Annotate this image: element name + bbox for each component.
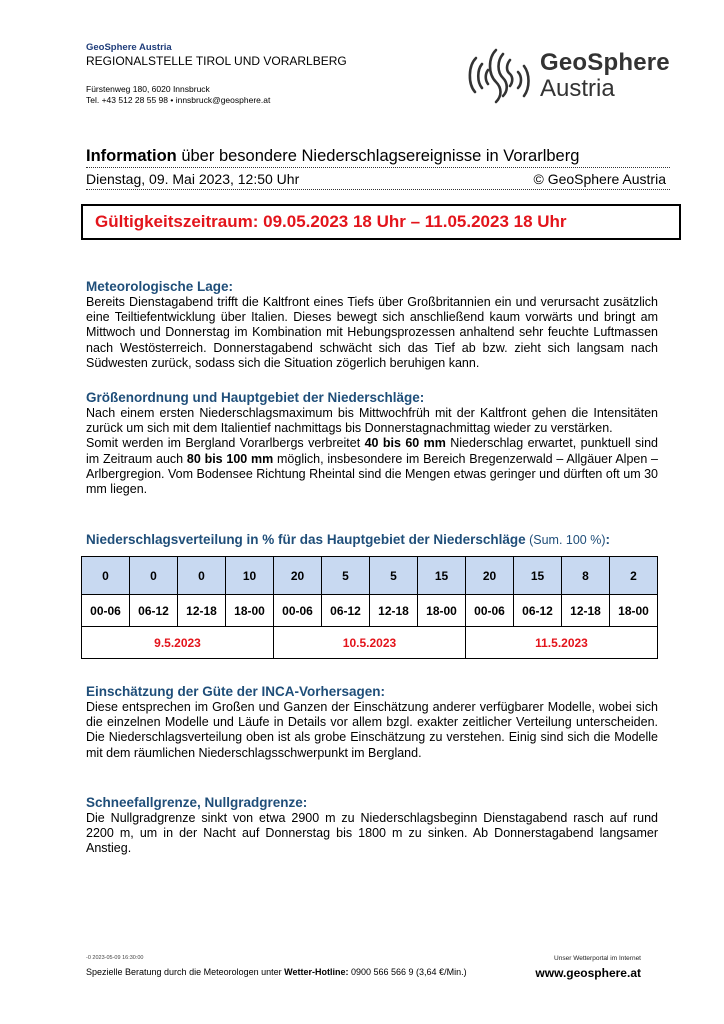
period-cell: 06-12 [322,595,370,627]
section-heading: Meteorologische Lage: [86,279,234,294]
hotline-note [86,966,467,978]
section-meteorological-situation [86,279,658,371]
logo-line-1: GeoSphere [540,49,670,76]
contact-line: Tel. +43 512 28 55 98 • innsbruck@geosphere.at [86,94,271,105]
percent-cell: 0 [130,557,178,595]
section-text: Die Nullgradgrenze sinkt von etwa 2900 m zu Niederschlagsbeginn Dienstagabend rasch auf rund 2200 m, um in der Nacht auf Donnerstag bis 1800 m zu sinken. Ab Donnerstagabend langsamer Anstieg. [86,811,658,856]
distribution-sum: (Sum. 100 %) [525,533,606,547]
section-text: Diese entsprechen im Großen und Ganzen der Einschätzung anderer verfügbarer Modelle, wobei sich die einzelnen Modelle und Läufe in Details vor allem bzgl. exakter zeitlicher Verteilung unterscheiden. Die Niederschlagsverteilung oben ist als grobe Einschätzung zu verstehen. Einig sind sich die Modelle mit dem räumlichen Niederschlagsschwerpunkt im Bergland. [86,700,658,760]
section-heading: Größenordnung und Hauptgebiet der Niederschläge: [86,390,425,405]
period-cell: 12-18 [178,595,226,627]
geosphere-logo [466,42,681,108]
issue-line [86,170,670,190]
website-link[interactable]: www.geosphere.at [535,966,641,980]
day-cell: 11.5.2023 [466,627,658,659]
period-cell: 18-00 [226,595,274,627]
amount-highlight: 40 bis 60 mm [364,436,446,451]
hotline-label: Wetter-Hotline: [284,967,349,977]
logo-line-2: Austria [540,75,615,102]
percent-cell: 0 [178,557,226,595]
validity-period: Gültigkeitszeitraum: 09.05.2023 18 Uhr – 11.05.2023 18 Uhr [81,204,681,240]
text-run: möglich, insbesondere im Bereich Bregenzerwald – Allgäuer Alpen – Arlbergregion. Vom Bodensee Richtung Rheintal sind die Mengen etwas geringer und dürften oft um 30 mm liegen. [86,451,659,497]
section-text-amounts [86,436,658,497]
text-run: Niederschlag erwartet, punktuell sind im Zeitraum auch [86,436,658,466]
footer-right [521,954,641,981]
text-run: Somit werden im Bergland Vorarlbergs verbreitet [86,436,365,451]
percent-cell: 5 [322,557,370,595]
distribution-colon: : [605,532,611,547]
period-row [82,595,658,627]
distribution-heading [86,532,610,548]
footer-stamp: -0 2023-05-09 16:30:00 [86,955,144,961]
title-rest: über besondere Niederschlagsereignisse in Vorarlberg [176,147,580,165]
percent-cell: 15 [514,557,562,595]
period-cell: 18-00 [610,595,658,627]
section-heading: Einschätzung der Güte der INCA-Vorhersagen: [86,684,386,699]
letterhead [86,42,406,105]
section-heading: Schneefallgrenze, Nullgradgrenze: [86,795,308,810]
address-line: Fürstenweg 180, 6020 Innsbruck [86,84,210,94]
percent-cell: 15 [418,557,466,595]
title-bold: Information [86,147,177,165]
copyright: © GeoSphere Austria [533,171,666,187]
percent-cell: 20 [274,557,322,595]
percent-cell: 8 [562,557,610,595]
text-run: Spezielle Beratung durch die Meteorologen unter [86,967,285,977]
department-name: REGIONALSTELLE TIROL UND VORARLBERG [86,54,347,68]
amount-highlight: 80 bis 100 mm [186,451,274,466]
footer-left [86,954,467,978]
percent-row [82,557,658,595]
logo-wordmark [540,50,670,102]
percent-cell: 10 [226,557,274,595]
section-snow-line [86,795,658,857]
day-cell: 10.5.2023 [274,627,466,659]
portal-label: Unser Wetterportal im Internet [554,955,641,962]
period-cell: 18-00 [418,595,466,627]
day-cell: 9.5.2023 [82,627,274,659]
hotline-number: 0900 566 566 9 (3,64 €/Min.) [348,967,467,977]
period-cell: 00-06 [274,595,322,627]
day-row [82,627,658,659]
address-block [86,84,406,105]
waves-logo-icon [466,44,534,106]
percent-cell: 0 [82,557,130,595]
section-precipitation-amount [86,390,658,497]
period-cell: 00-06 [466,595,514,627]
percent-cell: 2 [610,557,658,595]
distribution-title: Niederschlagsverteilung in % für das Hauptgebiet der Niederschläge [86,532,526,547]
period-cell: 00-06 [82,595,130,627]
period-cell: 12-18 [370,595,418,627]
section-inca-quality [86,684,658,761]
document-title [86,146,670,168]
issue-date: Dienstag, 09. Mai 2023, 12:50 Uhr [86,171,300,187]
percent-cell: 5 [370,557,418,595]
period-cell: 06-12 [514,595,562,627]
section-text: Nach einem ersten Niederschlagsmaximum bis Mittwochfrüh mit der Kaltfront gehen die Intensitäten zurück um sich mit dem Italientief nachmittags bis Donnerstagnachmittag wieder zu verstärken. [86,406,658,436]
distribution-table [81,556,658,659]
section-text: Bereits Dienstagabend trifft die Kaltfront eines Tiefs über Großbritannien ein und verursacht zusätzlich eine Teiltiefentwicklung über Italien. Dieses bewegt sich anschließend kaum vorwärts und bringt am Mittwoch und Donnerstag im Kombination mit Hebungsprozessen anhaltend sehr feuchte Luftmassen nach Westösterreich. Donnerstagabend schwächt sich das Tief ab bzw. zieht sich langsam nach Südwesten zurück, sodass sich die Situation zögerlich beruhigen kann. [86,295,658,370]
period-cell: 06-12 [130,595,178,627]
percent-cell: 20 [466,557,514,595]
period-cell: 12-18 [562,595,610,627]
org-name: GeoSphere Austria [86,42,172,53]
